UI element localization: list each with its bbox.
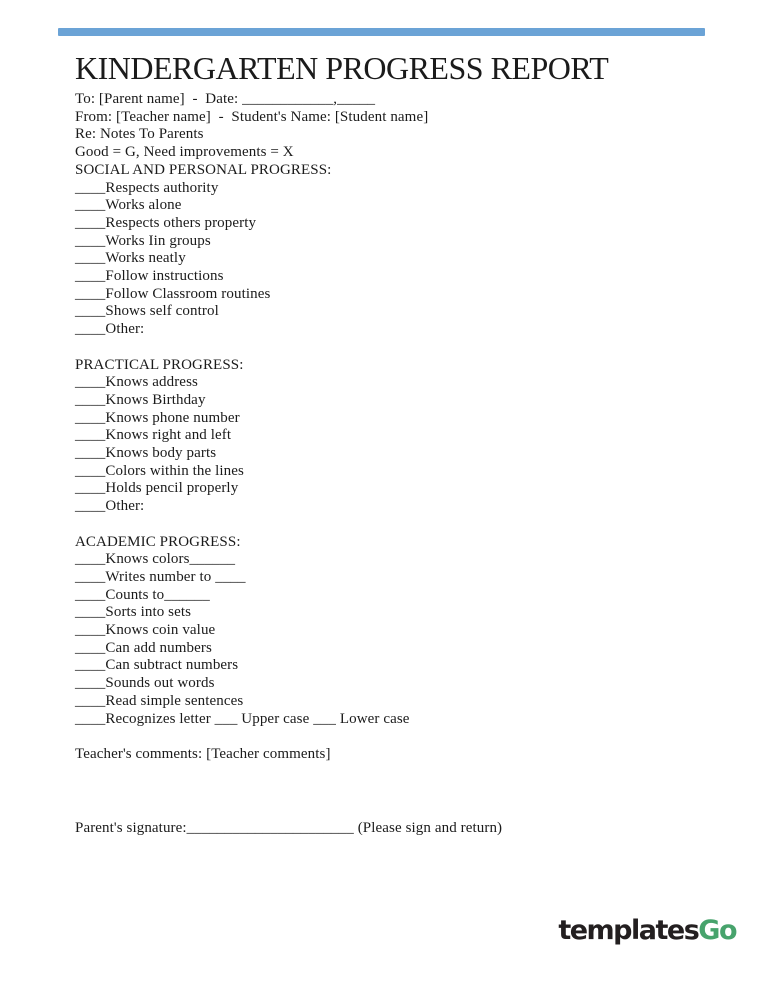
logo-text-templates: templates [558,915,699,946]
checklist-item: ____Respects authority [75,179,219,196]
header-line-re: Re: Notes To Parents [75,126,204,143]
checklist-item: ____Knows address [75,374,198,391]
templatesgo-logo [558,913,736,949]
logo-text-go: Go [698,915,736,946]
section-academic-progress [75,534,715,729]
section-practical-progress [75,357,715,516]
checklist-item: ____Recognizes letter ___ Upper case ___ Lower case [75,710,410,727]
checklist-item: ____Read simple sentences [75,692,244,709]
header-line-grading-key: Good = G, Need improvements = X [75,144,294,161]
checklist-item: ____Knows coin value [75,622,216,639]
header-line-from-student: From: [Teacher name] - Student's Name: [Student name] [75,108,429,125]
page-title: KINDERGARTEN PROGRESS REPORT [75,50,609,86]
checklist-item: ____Knows body parts [75,445,217,462]
document-content [75,51,715,837]
checklist-item: ____Counts to______ [75,586,210,603]
checklist-item: ____Sounds out words [75,675,215,692]
checklist-item: ____Works neatly [75,250,186,267]
parent-signature-line: Parent's signature:______________________ (Please sign and return) [75,819,503,836]
section-heading: PRACTICAL PROGRESS: [75,356,244,373]
checklist-item: ____Knows right and left [75,427,232,444]
header-line-to-date: To: [Parent name] - Date: ____________,_____ [75,91,376,107]
checklist-item: ____Shows self control [75,303,219,320]
checklist-item: ____Knows phone number [75,409,240,426]
teacher-comments-line: Teacher's comments: [Teacher comments] [75,745,331,762]
checklist-item: ____Knows Birthday [75,391,206,408]
checklist-item: ____Other: [75,498,145,515]
section-heading: ACADEMIC PROGRESS: [75,533,241,550]
checklist-item: ____Sorts into sets [75,604,192,621]
checklist-item: ____Knows colors______ [75,551,236,568]
checklist-item: ____Colors within the lines [75,462,244,479]
checklist-item: ____Writes number to ____ [75,568,246,585]
checklist-item: ____Holds pencil properly [75,480,239,497]
checklist-item: ____Other: [75,321,145,338]
section-social-personal-progress [75,162,715,339]
checklist-item: ____Follow instructions [75,268,224,285]
checklist-item: ____Can subtract numbers [75,657,239,674]
checklist-item: ____Respects others property [75,214,257,231]
top-accent-bar [58,28,705,36]
checklist-item: ____Can add numbers [75,639,212,656]
section-heading: SOCIAL AND PERSONAL PROGRESS: [75,161,332,178]
checklist-item: ____Works alone [75,197,182,214]
checklist-item: ____Works Iin groups [75,232,211,249]
checklist-item: ____Follow Classroom routines [75,285,271,302]
